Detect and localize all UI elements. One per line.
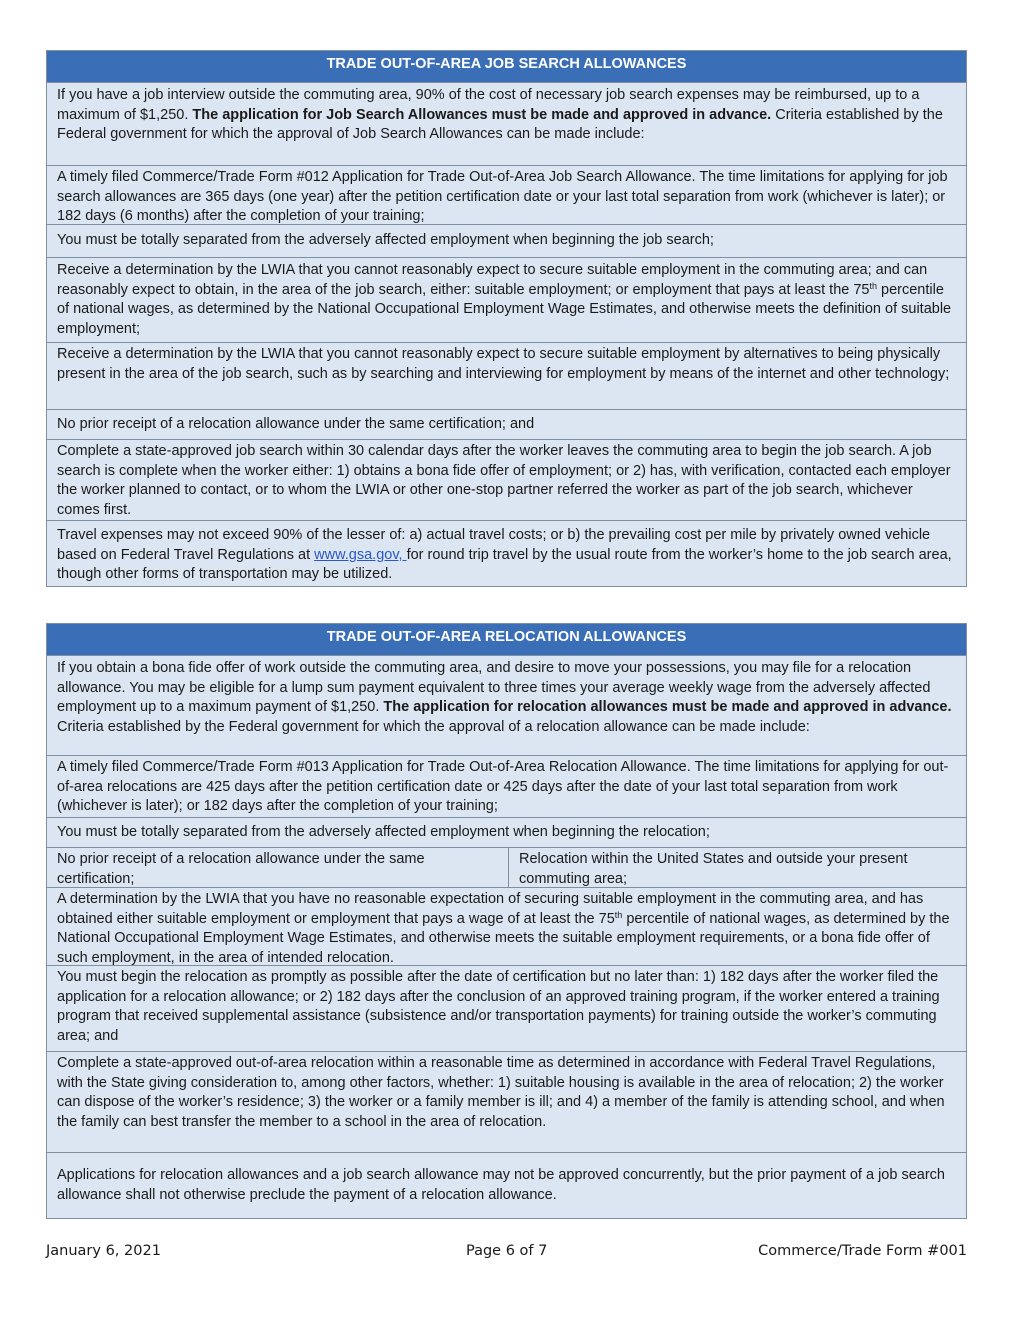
relocation-split-row bbox=[47, 847, 966, 887]
gsa-gov-link[interactable]: www.gsa.gov, bbox=[314, 546, 407, 563]
job-search-form-requirement: A timely filed Commerce/Trade Form #012 Application for Trade Out-of-Area Job Search Allowance. The time limitations for applying for job search allowances are 365 days (one year) after the petition certification date or your last total separation from work (whichever is later); or 182 days (6 months) after the completion of your training; bbox=[47, 165, 966, 224]
relocation-separation-requirement: You must be totally separated from the adversely affected employment when beginning the relocation; bbox=[47, 817, 966, 847]
job-search-table-header: TRADE OUT-OF-AREA JOB SEARCH ALLOWANCES bbox=[47, 51, 966, 83]
job-search-alternatives-determination: Receive a determination by the LWIA that you cannot reasonably expect to secure suitable employment by alternatives to being physically present in the area of the job search, such as by searching and interviewing for employment by means of the internet and other technology; bbox=[47, 342, 966, 409]
relocation-no-prior-receipt: No prior receipt of a relocation allowance under the same certification; bbox=[47, 848, 509, 887]
footer-date: January 6, 2021 bbox=[46, 1243, 161, 1259]
relocation-concurrent-note: Applications for relocation allowances and a job search allowance may not be approved concurrently, but the prior payment of a job search allowance shall not otherwise preclude the payment of a relocation allowance. bbox=[47, 1152, 966, 1220]
relocation-within-us: Relocation within the United States and outside your present commuting area; bbox=[519, 851, 908, 887]
job-search-completion-requirement: Complete a state-approved job search within 30 calendar days after the worker leaves the commuting area to begin the job search. A job search is complete when the worker either: 1) obtains a bona fide offer of employment; or 2) has, with verification, contacted each employer the worker planned to contact, or to whom the LWIA or other one-stop partner referred the worker as part of the job search, whichever comes first. bbox=[47, 439, 966, 520]
job-search-travel-expenses: Travel expenses may not exceed 90% of the lesser of: a) actual travel costs; or b) the prevailing cost per mile by privately owned vehicle based on Federal Travel Regulations at www.gsa.gov, for round trip travel by the usual route from the worker’s home to the job search area, though other forms of transportation may be utilized. bbox=[47, 520, 966, 586]
relocation-allowances-table bbox=[46, 623, 967, 1219]
job-search-lwia-determination: Receive a determination by the LWIA that you cannot reasonably expect to secure suitable employment in the commuting area; and can reasonably expect to obtain, in the area of the job search, either: suitable employment; or employment that pays at least the 75th percentile of national wages, as determined by the National Occupational Employment Wage Estimates, and otherwise meets the definition of suitable employment; bbox=[47, 257, 966, 342]
relocation-begin-deadline: You must begin the relocation as promptly as possible after the date of certification but no later than: 1) 182 days after the worker filed the application for a relocation allowance; or 2) 182 days after the conclusion of an approved training program, if the worker entered a training program that received supplemental assistance (subsistence and/or transportation payments) for training outside the worker’s commuting area; and bbox=[47, 965, 966, 1051]
relocation-table-header: TRADE OUT-OF-AREA RELOCATION ALLOWANCES bbox=[47, 624, 966, 656]
footer-page-number: Page 6 of 7 bbox=[466, 1243, 548, 1259]
job-search-no-prior-relocation: No prior receipt of a relocation allowance under the same certification; and bbox=[47, 409, 966, 439]
job-search-intro: If you have a job interview outside the commuting area, 90% of the cost of necessary job search expenses may be reimbursed, up to a maximum of $1,250. The application for Job Search Allowances must be made and approved in advance. Criteria established by the Federal government for which the approval of Job Search Allowances can be made include: bbox=[57, 87, 943, 143]
relocation-form-requirement: A timely filed Commerce/Trade Form #013 Application for Trade Out-of-Area Relocation Allowance. The time limitations for applying for out-of-area relocations are 425 days after the petition certification date or 425 days after the date of your last total separation from work (whichever is later); or 182 days after the completion of your training; bbox=[47, 755, 966, 817]
relocation-completion-requirement: Complete a state-approved out-of-area relocation within a reasonable time as determined in accordance with Federal Travel Regulations, with the State giving consideration to, among other factors, whether: 1) suitable housing is available in the area of relocation; 2) the worker can dispose of the worker’s residence; 3) the worker or a family member is ill; and 4) a member of the family is attending school, and when the family can best transfer the member to a school in the area of relocation. bbox=[47, 1051, 966, 1152]
job-search-allowances-table bbox=[46, 50, 967, 587]
footer-form-number: Commerce/Trade Form #001 bbox=[758, 1243, 967, 1259]
job-search-separation-requirement: You must be totally separated from the adversely affected employment when beginning the job search; bbox=[47, 224, 966, 257]
relocation-lwia-determination: A determination by the LWIA that you have no reasonable expectation of securing suitable employment in the commuting area, and has obtained either suitable employment or employment that pays a wage of at least the 75th percentile of national wages, as determined by the National Occupational Employment Wage Estimates, and otherwise meets the suitable employment requirements, or a bona fide offer of such employment, in the area of intended relocation. bbox=[47, 887, 966, 965]
relocation-intro: If you obtain a bona fide offer of work outside the commuting area, and desire to move your possessions, you may file for a relocation allowance. You may be eligible for a lump sum payment equivalent to three times your average weekly wage from the adversely affected employment up to a maximum payment of $1,250. The application for relocation allowances must be made and approved in advance. Criteria established by the Federal government for which the approval of a relocation allowance can be made include: bbox=[57, 660, 952, 735]
